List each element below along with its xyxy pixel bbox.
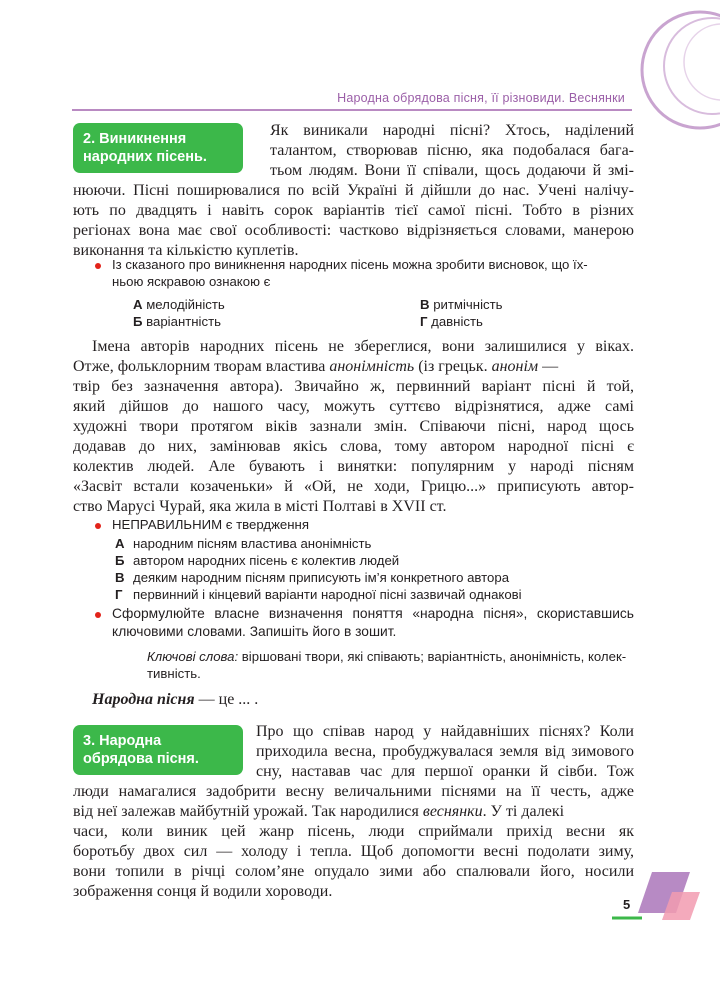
para-line: талантом, створював пісню, яка подобалася бага- bbox=[270, 142, 634, 159]
answer-option-a bbox=[115, 535, 371, 552]
para-line: часи, коли виник цей жанр пісень, люди сприймали прихід весни як bbox=[73, 823, 634, 840]
keywords-text: віршовані твори, які співають; варіантність, анонімність, колек- bbox=[238, 649, 627, 664]
option-text: ритмічність bbox=[429, 297, 503, 312]
question-line: Із сказаного про виникнення народних пісень можна зробити висновок, що їх- bbox=[112, 257, 588, 272]
para-line: який дійшов до нашого часу, можуть суттєво відрізнятися, адже самі bbox=[73, 398, 634, 415]
para-line: нюючи. Пісні поширювалися по всій Україні й дійшли до нас. Учені налічу- bbox=[73, 182, 634, 199]
para-line: Як виникали народні пісні? Хтось, наділений bbox=[270, 122, 634, 139]
option-letter: Г bbox=[115, 587, 123, 602]
para-line: зображення сонця й водили хороводи. bbox=[73, 883, 333, 900]
answer-option-g bbox=[115, 586, 522, 603]
para-line-mixed bbox=[73, 802, 634, 822]
option-text: автором народних пісень є колектив людей bbox=[133, 553, 400, 568]
badge-line: 2. Виникнення bbox=[83, 131, 187, 147]
option-letter: А bbox=[115, 536, 125, 551]
keywords-line: тивність. bbox=[147, 666, 201, 681]
term-italic: анонім bbox=[491, 358, 539, 375]
text-run: від неї залежав майбутній урожай. Так народилися bbox=[73, 803, 423, 820]
option-letter: А bbox=[133, 297, 143, 312]
bullet-icon bbox=[95, 263, 101, 269]
option-letter: В bbox=[115, 570, 125, 585]
definition-prompt bbox=[92, 690, 258, 710]
page-number: 5 bbox=[623, 897, 631, 912]
option-letter: Г bbox=[420, 314, 428, 329]
badge-line: 3. Народна bbox=[83, 733, 162, 749]
section-badge-2 bbox=[73, 123, 243, 173]
keywords-label: Ключові слова: bbox=[147, 649, 239, 664]
para-line: «Засвіт встали козаченьки» й «Ой, не ходи, Грицю...» приписують автор- bbox=[73, 478, 634, 495]
text-run: Отже, фольклорним творам властива bbox=[73, 358, 330, 375]
option-text: первинний і кінцевий варіанти народної пісні зазвичай однакові bbox=[133, 587, 522, 602]
para-line-mixed bbox=[73, 357, 634, 377]
para-line: люди намагалися задобрити весну величальними піснями на її честь, адже bbox=[73, 783, 634, 800]
option-letter: В bbox=[420, 297, 430, 312]
task-line: ключовими словами. Запишіть його в зошит. bbox=[112, 624, 397, 639]
para-line: твір без зазначення автора). Звичайно ж, первинний варіант пісні й той, bbox=[73, 378, 634, 395]
para-line: виконання та кількістю куплетів. bbox=[73, 242, 299, 259]
term-italic: веснянки bbox=[422, 803, 483, 820]
task-line: Сформулюйте власне визначення поняття «народна пісня», скориставшись bbox=[112, 606, 634, 621]
bullet-icon bbox=[95, 523, 101, 529]
para-line: боротьбу двох сил — холоду і тепла. Щоб допомогти весні подолати зиму, bbox=[73, 843, 634, 860]
text-run: — bbox=[538, 358, 559, 375]
header-rule bbox=[72, 109, 632, 111]
option-text: давність bbox=[427, 314, 483, 329]
para-line: приходила весна, пробуджувалася земля від зимового bbox=[256, 743, 634, 760]
para-line: ство Марусі Чурай, яка жила в місті Полтаві в XVII ст. bbox=[73, 498, 447, 515]
para-line: ють по двадцять і навіть сорок варіантів тієї самої пісні. Тобто в різних bbox=[73, 202, 634, 219]
para-line: вони топили в річці солом’яне опудало зими або спалювали його, носили bbox=[73, 863, 634, 880]
para-line: тьом людям. Вони її співали, щось додаючи й змі- bbox=[270, 162, 634, 179]
para-line: додавав до них, замінював якісь слова, тому автором народної пісні є bbox=[73, 438, 634, 455]
option-text: мелодійність bbox=[142, 297, 225, 312]
badge-line: народних пісень. bbox=[83, 149, 207, 165]
question-stem: НЕПРАВИЛЬНИМ є твердження bbox=[112, 517, 309, 532]
para-line: художні твори протягом віків зазнали змін. Співаючи пісні, народ щось bbox=[73, 418, 634, 435]
option-letter: Б bbox=[115, 553, 125, 568]
option-text: варіантність bbox=[142, 314, 221, 329]
para-line: сну, наставав час для першої оранки й сівби. Тож bbox=[256, 763, 634, 780]
section-badge-3 bbox=[73, 725, 243, 775]
option-text: деяким народним пісням приписують ім’я конкретного автора bbox=[133, 570, 510, 585]
answer-option-v bbox=[420, 296, 503, 313]
text-run: (із грецьк. bbox=[414, 358, 492, 375]
keywords-line bbox=[147, 648, 635, 665]
option-text: народним пісням властива анонімність bbox=[133, 536, 372, 551]
para-line: регіонах вона має свої особливості: частково відрізняється словами, манерою bbox=[73, 222, 634, 239]
definition-rest: — це ... . bbox=[194, 691, 259, 708]
para-line: Про що співав народ у найдавніших піснях? Коли bbox=[256, 723, 634, 740]
para-line: Імена авторів народних пісень не збереглися, вони залишилися у віках. bbox=[92, 338, 634, 355]
answer-option-a bbox=[133, 296, 225, 313]
option-letter: Б bbox=[133, 314, 143, 329]
answer-option-b bbox=[115, 552, 399, 569]
term-italic: анонімність bbox=[329, 358, 415, 375]
question-line: ньою яскравою ознакою є bbox=[112, 274, 271, 289]
para-line: колектив людей. Але бувають і винятки: популярним у народі пісням bbox=[73, 458, 634, 475]
answer-option-b bbox=[133, 313, 221, 330]
answer-option-g bbox=[420, 313, 483, 330]
definition-term: Народна пісня bbox=[92, 691, 195, 708]
answer-option-v bbox=[115, 569, 509, 586]
bullet-icon bbox=[95, 612, 101, 618]
text-run: . У ті далекі bbox=[482, 803, 565, 820]
running-header: Народна обрядова пісня, її різновиди. Веснянки bbox=[337, 91, 625, 105]
badge-line: обрядова пісня. bbox=[83, 751, 199, 767]
